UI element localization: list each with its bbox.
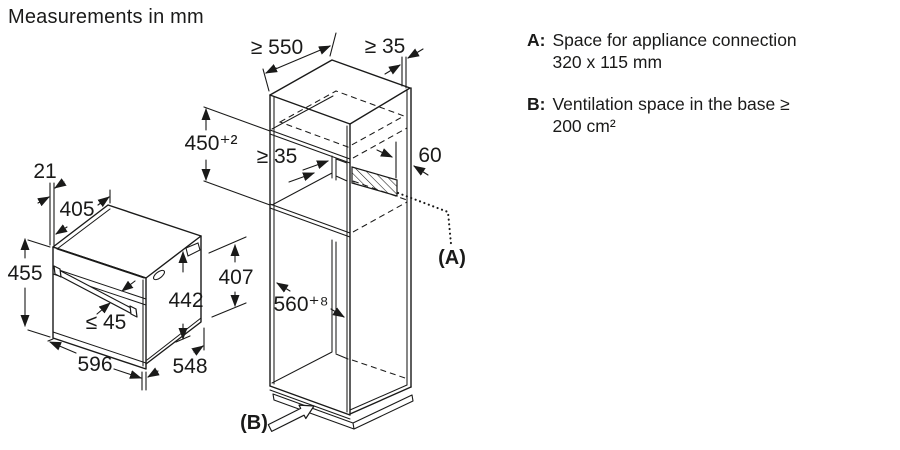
legend-key-a: A: bbox=[527, 30, 546, 50]
dim-body-height: 442 bbox=[168, 289, 204, 312]
dim-depth: 548 bbox=[172, 355, 208, 378]
dim-frame-overhang: 21 bbox=[33, 160, 57, 183]
legend-text-b: Ventilation space in the base ≥ 200 cm² bbox=[552, 94, 790, 136]
cabinet-top-face bbox=[270, 60, 410, 124]
appliance-drawing bbox=[7, 160, 253, 390]
legend-key-b: B: bbox=[527, 94, 546, 114]
cabinet-drawing bbox=[184, 33, 465, 434]
dim-min-depth: ≥ 550 bbox=[250, 36, 304, 59]
legend-text-a: Space for appliance connection 320 x 115 mm bbox=[552, 30, 797, 72]
legend-item-b bbox=[527, 93, 797, 137]
hidden-edges bbox=[352, 128, 408, 379]
door-handle bbox=[57, 269, 134, 315]
hidden-niche-outline bbox=[280, 91, 404, 147]
leader-dotted-a bbox=[398, 193, 451, 244]
legend bbox=[527, 29, 797, 157]
connection-hatch-area bbox=[352, 167, 397, 196]
dim-connection-offset: 60 bbox=[418, 144, 442, 167]
dim-rear-height: 407 bbox=[218, 266, 254, 289]
dim-handle-clearance: ≤ 45 bbox=[85, 311, 127, 334]
dim-niche-rear-gap: ≥ 35 bbox=[256, 145, 298, 168]
dim-overall-height: 455 bbox=[7, 262, 43, 285]
callout-a-label: (A) bbox=[438, 247, 466, 269]
dim-top-rear-gap: ≥ 35 bbox=[364, 35, 406, 58]
dim-width: 596 bbox=[77, 353, 113, 376]
legend-item-a bbox=[527, 29, 797, 73]
dim-niche-width: 560⁺⁸ bbox=[273, 293, 329, 316]
dim-top-depth: 405 bbox=[59, 198, 95, 221]
oven-top-notch bbox=[186, 243, 200, 256]
side-grip-slot bbox=[152, 269, 166, 282]
page-title: Measurements in mm bbox=[8, 6, 204, 28]
dim-niche-height: 450⁺² bbox=[184, 132, 238, 155]
callout-b-label: (B) bbox=[240, 412, 268, 434]
ventilation-arrow bbox=[268, 405, 314, 431]
